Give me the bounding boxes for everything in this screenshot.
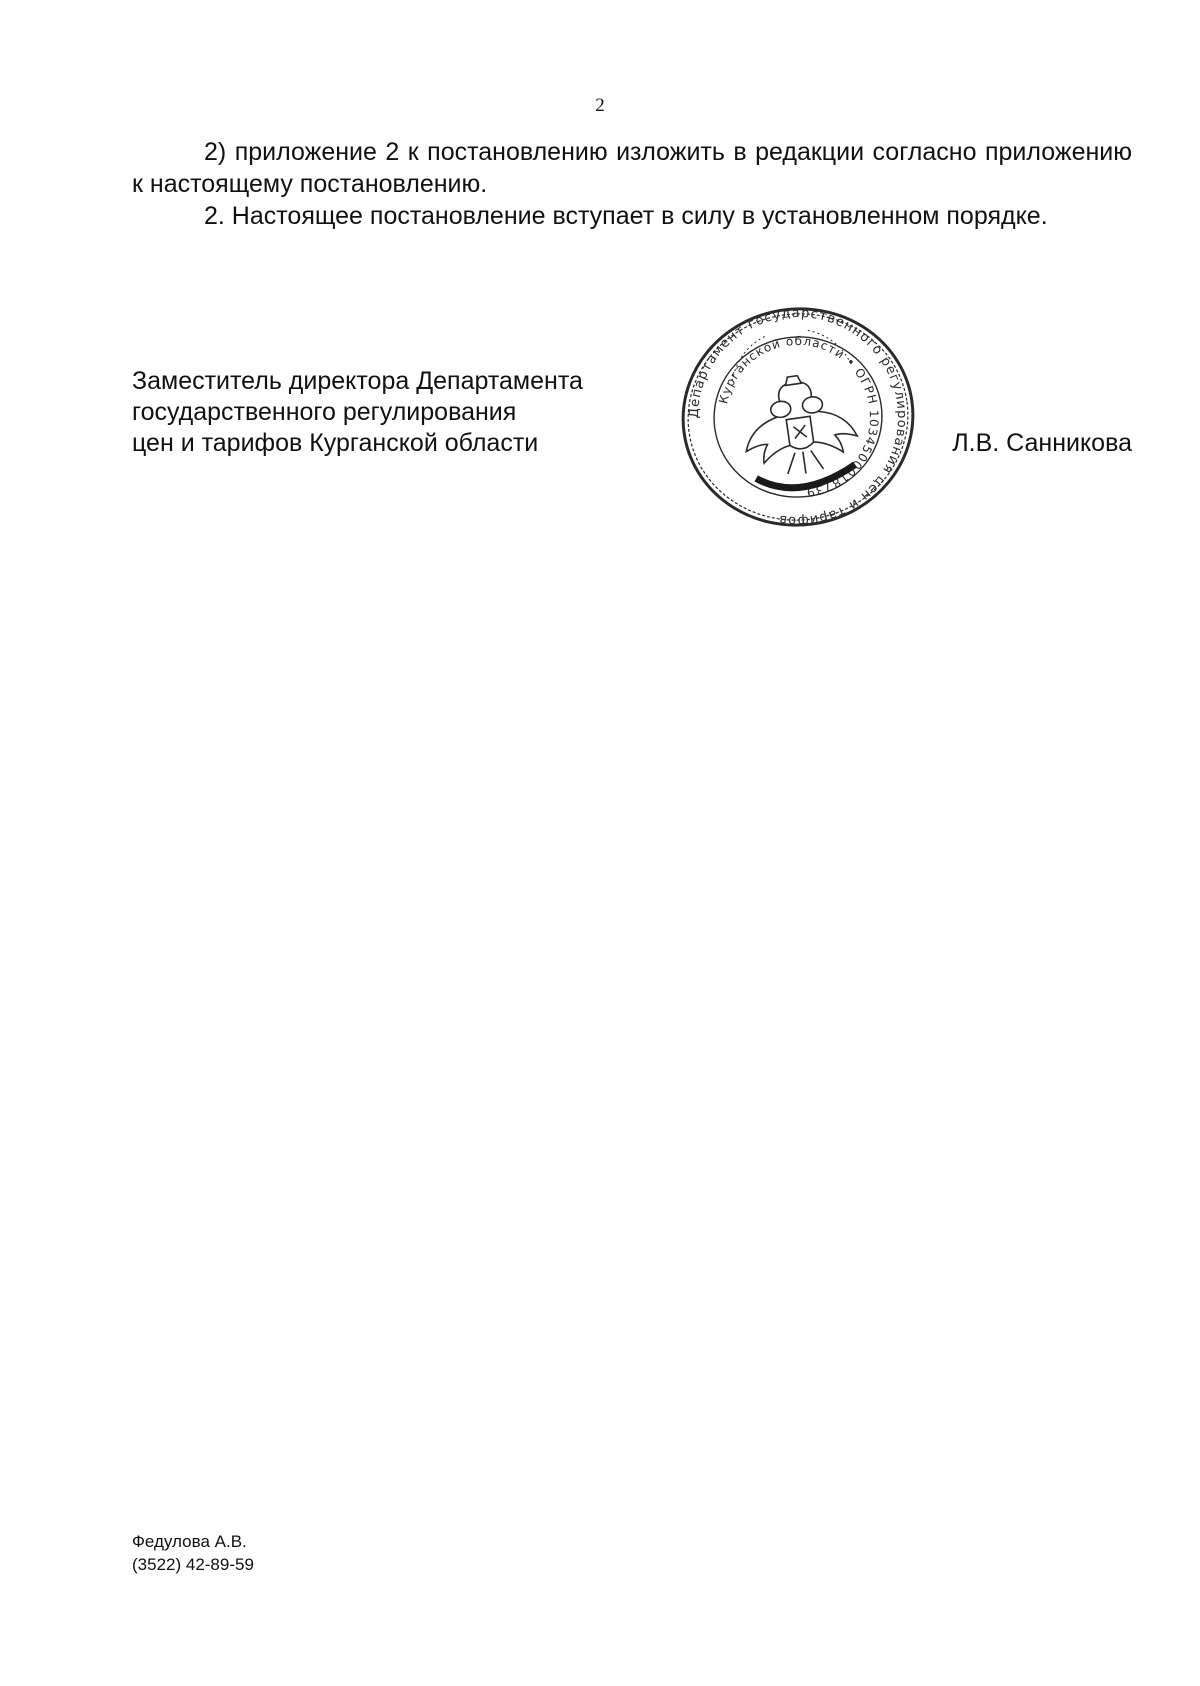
executor-name: Федулова А.В.	[132, 1532, 247, 1551]
signatory-title-line: государственного регулирования	[132, 398, 517, 426]
document-body	[132, 136, 1132, 232]
paragraph-amendment-2: 2) приложение 2 к постановлению изложить в редакции согласно приложению к настоящему постановлению.	[132, 138, 1132, 198]
official-seal-icon	[678, 302, 918, 532]
seal-inner-text: Курганской области • ОГРН 1034500018739	[716, 333, 882, 500]
paragraph-entry-into-force: 2. Настоящее постановление вступает в силу в установленном порядке.	[204, 202, 1048, 230]
page-number: 2	[595, 95, 605, 116]
seal-outer-text: Департамент государственного регулирования цен и тарифов	[686, 305, 910, 529]
executor-info	[132, 1530, 254, 1576]
signatory-title-line: цен и тарифов Курганской области	[132, 429, 539, 457]
signatory-title-line: Заместитель директора Департамента	[132, 367, 583, 395]
svg-text:Курганской области • ОГРН 1034	[708, 323, 892, 510]
executor-phone: (3522) 42-89-59	[132, 1555, 254, 1574]
signatory-name: Л.В. Санникова	[952, 429, 1132, 457]
coat-of-arms-icon	[737, 369, 862, 482]
signatory-title	[132, 366, 583, 459]
